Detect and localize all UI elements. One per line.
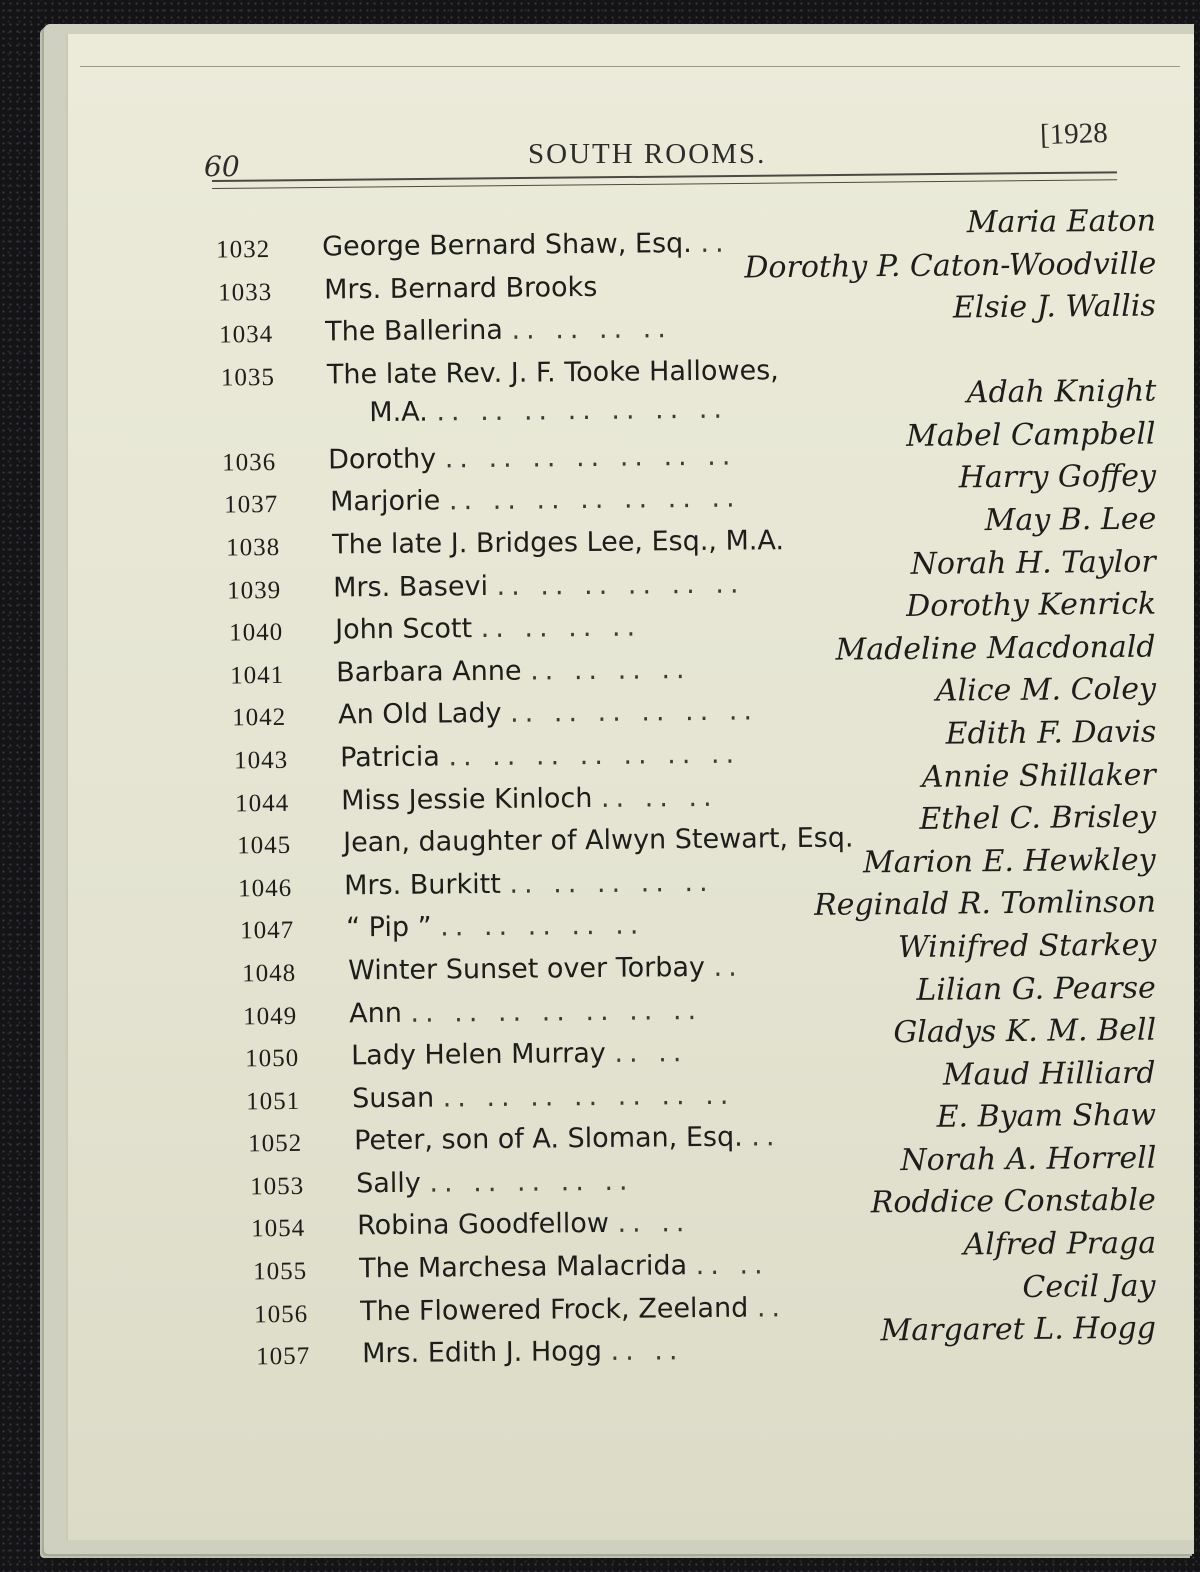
dot-leader: .. .. .. .. .. .. .. bbox=[444, 440, 737, 475]
entry-title-text: Marjorie bbox=[330, 485, 441, 518]
entry-artist: Norah A. Horrell bbox=[899, 1140, 1157, 1178]
entry-number: 1052 bbox=[248, 1130, 303, 1158]
dot-leader: .. .. .. .. .. .. .. bbox=[442, 1079, 735, 1114]
dot-leader: .. .. .. .. .. .. .. bbox=[448, 482, 741, 517]
entry-artist: Harry Goffey bbox=[958, 458, 1157, 496]
dot-leader: .. .. .. .. .. bbox=[509, 866, 715, 900]
dot-leader: .. .. .. .. .. bbox=[440, 909, 645, 943]
running-title: SOUTH ROOMS. bbox=[528, 138, 767, 170]
dot-leader: .. bbox=[757, 1291, 787, 1324]
entry-artist: Gladys K. M. Bell bbox=[892, 1012, 1157, 1051]
entry-number: 1042 bbox=[232, 704, 287, 732]
entry-number: 1035 bbox=[220, 363, 275, 392]
entry-title-text: Jean, daughter of Alwyn Stewart, Esq. bbox=[342, 822, 854, 859]
entry-number: 1043 bbox=[233, 746, 288, 775]
entry-title-text: Susan bbox=[352, 1082, 435, 1115]
entry-number: 1037 bbox=[224, 491, 279, 519]
entry-artist: Elsie J. Wallis bbox=[952, 288, 1157, 326]
entry-artist: Dorothy P. Caton-Woodville bbox=[743, 246, 1157, 286]
year-mark: [1928 bbox=[1039, 116, 1109, 152]
entry-number: 1051 bbox=[246, 1087, 301, 1116]
entry-title-text: Miss Jessie Kinloch bbox=[341, 782, 593, 816]
dot-leader: .. bbox=[751, 1121, 781, 1153]
entry-number: 1046 bbox=[238, 874, 293, 903]
entry-number: 1034 bbox=[219, 321, 274, 349]
entry-title-text: George Bernard Shaw, Esq. bbox=[322, 227, 692, 263]
entry-title-text: Mrs. Edith J. Hogg bbox=[362, 1336, 603, 1370]
entry-title-text: The Marchesa Malacrida bbox=[358, 1250, 688, 1285]
dot-leader: .. .. bbox=[617, 1207, 691, 1240]
entry-title-text: Ann bbox=[349, 997, 403, 1029]
entry-title-text: Mrs. Bernard Brooks bbox=[323, 271, 598, 306]
dot-leader: .. bbox=[712, 951, 743, 983]
entry-title bbox=[362, 1335, 684, 1369]
entry-artist: Marion E. Hewkley bbox=[863, 842, 1157, 881]
catalogue-entry bbox=[220, 331, 1157, 428]
entry-artist: May B. Lee bbox=[984, 501, 1157, 539]
entry-number: 1054 bbox=[251, 1215, 306, 1243]
entry-number: 1048 bbox=[241, 959, 296, 988]
entry-artist: Norah H. Taylor bbox=[910, 544, 1157, 582]
entry-artist: Lilian G. Pearse bbox=[916, 970, 1157, 1008]
dot-leader: .. .. bbox=[695, 1249, 769, 1282]
dot-leader: .. .. .. .. bbox=[480, 611, 642, 645]
entry-artist: Winifred Starkey bbox=[897, 927, 1157, 965]
entry-title-text: Sally bbox=[355, 1167, 421, 1200]
dot-leader: .. .. bbox=[614, 1037, 688, 1069]
entry-number: 1049 bbox=[243, 1002, 298, 1030]
entry-number: 1044 bbox=[235, 789, 290, 817]
entry-title-text: Patricia bbox=[339, 741, 440, 774]
entry-artist: Dorothy Kenrick bbox=[905, 586, 1157, 625]
entry-artist: Alice M. Coley bbox=[935, 671, 1157, 710]
dot-leader: .. .. bbox=[610, 1335, 684, 1368]
page-number: 60 bbox=[204, 150, 240, 183]
entry-artist: Margaret L. Hogg bbox=[880, 1310, 1157, 1349]
entry-title-text: Barbara Anne bbox=[336, 655, 523, 689]
entry-artist: Roddice Constable bbox=[870, 1183, 1157, 1221]
entry-number: 1050 bbox=[244, 1044, 300, 1073]
catalogue-entry bbox=[256, 1310, 1157, 1371]
entry-artist: Annie Shillaker bbox=[921, 757, 1157, 795]
catalogue-entries bbox=[216, 203, 1157, 1371]
entry-number: 1041 bbox=[230, 661, 285, 690]
entry-number: 1056 bbox=[254, 1300, 309, 1328]
entry-title-text: The late Rev. J. F. Tooke Hallowes, bbox=[326, 354, 779, 391]
entry-artist: Maud Hilliard bbox=[943, 1055, 1157, 1093]
entry-title-text: Mrs. Burkitt bbox=[344, 868, 502, 902]
entry-number: 1033 bbox=[217, 278, 272, 307]
entry-artist: Reginald R. Tomlinson bbox=[813, 884, 1157, 924]
entry-number: 1036 bbox=[222, 448, 277, 477]
dot-leader: .. .. .. .. .. .. .. bbox=[447, 738, 740, 773]
entry-artist: Cecil Jay bbox=[1022, 1268, 1157, 1305]
entry-title-text: The Flowered Frock, Zeeland bbox=[360, 1292, 749, 1327]
entry-artist: Maria Eaton bbox=[966, 203, 1157, 241]
dot-leader: .. .. .. bbox=[600, 781, 718, 814]
entry-number: 1045 bbox=[236, 832, 292, 860]
entry-number: 1038 bbox=[225, 533, 280, 562]
dot-leader: .. bbox=[700, 227, 730, 259]
dot-leader: .. .. .. .. .. .. .. bbox=[410, 994, 703, 1029]
entry-title-text: John Scott bbox=[334, 613, 473, 646]
entry-title-continuation-text: M.A. bbox=[368, 396, 428, 428]
entry-title-text: An Old Lady bbox=[338, 698, 502, 731]
dot-leader: .. .. .. .. .. .. bbox=[496, 568, 745, 602]
entry-artist: Edith F. Davis bbox=[945, 714, 1157, 752]
dot-leader: .. .. .. .. bbox=[511, 313, 673, 346]
entry-artist: Mabel Campbell bbox=[906, 416, 1157, 454]
entry-artist: Ethel C. Brisley bbox=[918, 799, 1157, 837]
dot-leader: .. .. .. .. .. bbox=[428, 1165, 634, 1199]
entry-title-text: “ Pip ” bbox=[346, 911, 432, 944]
entry-title bbox=[327, 355, 779, 390]
entry-number: 1039 bbox=[227, 576, 282, 605]
entry-title-text: Lady Helen Murray bbox=[350, 1038, 606, 1072]
entry-artist: E. Byam Shaw bbox=[936, 1097, 1157, 1136]
entry-title-text: Winter Sunset over Torbay bbox=[347, 951, 705, 987]
page-top-edge-rule bbox=[80, 66, 1180, 67]
entry-title-text: Robina Goodfellow bbox=[357, 1208, 610, 1242]
entry-title-text: The late J. Bridges Lee, Esq., M.A. bbox=[331, 525, 784, 561]
entry-artist: Adah Knight bbox=[966, 373, 1157, 411]
entry-artist: Alfred Praga bbox=[963, 1225, 1157, 1263]
entry-number: 1057 bbox=[256, 1343, 311, 1371]
entry-title-text: Peter, son of A. Sloman, Esq. bbox=[354, 1121, 743, 1157]
entry-number: 1055 bbox=[252, 1257, 308, 1286]
dot-leader: .. .. .. .. bbox=[530, 653, 692, 687]
dot-leader: .. .. .. .. .. .. bbox=[509, 695, 759, 730]
entry-title-text: The Ballerina bbox=[325, 314, 504, 348]
entry-title-text: Mrs. Basevi bbox=[333, 570, 489, 604]
dot-leader: .. .. .. .. .. .. .. bbox=[436, 393, 728, 428]
entry-artist: Madeline Macdonald bbox=[835, 629, 1157, 668]
entry-number: 1032 bbox=[216, 235, 271, 264]
entry-number: 1047 bbox=[240, 917, 295, 945]
entry-number: 1040 bbox=[228, 619, 284, 647]
entry-title-text: Dorothy bbox=[328, 443, 437, 476]
entry-number: 1053 bbox=[249, 1172, 304, 1201]
